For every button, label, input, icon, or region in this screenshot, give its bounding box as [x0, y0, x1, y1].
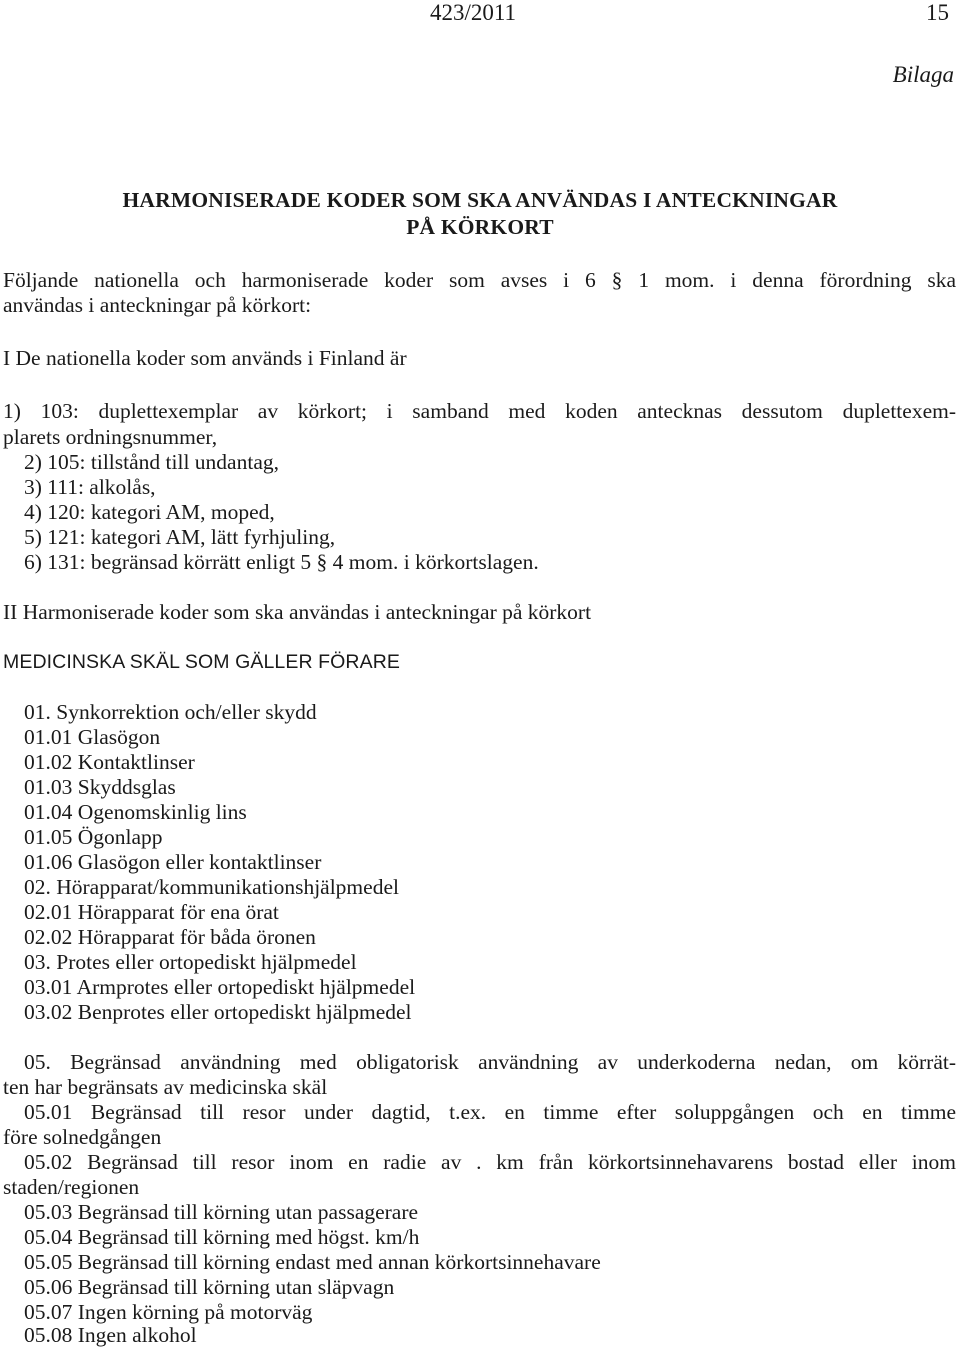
- code-list-item: 01.01 Glasögon: [24, 725, 161, 749]
- code-05-item: 05.06 Begränsad till körning utan släpvagn: [24, 1275, 395, 1299]
- code-05-item: 05.08 Ingen alkohol: [24, 1323, 197, 1347]
- code-list-item: 01.05 Ögonlapp: [24, 825, 163, 849]
- intro-line-2: användas i anteckningar på körkort:: [3, 293, 312, 317]
- code-list-item: 01.03 Skyddsglas: [24, 775, 176, 799]
- code-05-02-line-2: staden/regionen: [3, 1175, 140, 1199]
- national-code-item-1-line-2: plarets ordningsnummer,: [3, 425, 218, 449]
- code-list-item: 02. Hörapparat/kommunikationshjälpmedel: [24, 875, 399, 899]
- medical-reasons-heading: MEDICINSKA SKÄL SOM GÄLLER FÖRARE: [3, 651, 401, 673]
- code-list-item: 02.01 Hörapparat för ena örat: [24, 900, 279, 924]
- national-code-item-1-line-1: 1) 103: duplettexemplar av körkort; i samband med koden antecknas dessutom duplettexem-: [3, 399, 956, 423]
- intro-line-1: Följande nationella och harmoniserade koder som avses i 6 § 1 mom. i denna förordning ska: [3, 268, 956, 292]
- document-number: 423/2011: [430, 0, 517, 25]
- code-05-item: 05.05 Begränsad till körning endast med annan körkortsinnehavare: [24, 1250, 601, 1274]
- code-05-02-line-1: 05.02 Begränsad till resor inom en radie av . km från körkortsinnehavarens bostad eller inom: [24, 1150, 956, 1174]
- code-list-item: 01.06 Glasögon eller kontaktlinser: [24, 850, 322, 874]
- code-list-item: 01. Synkorrektion och/eller skydd: [24, 700, 317, 724]
- code-05-01-line-1: 05.01 Begränsad till resor under dagtid, t.ex. en timme efter soluppgången och en timme: [24, 1100, 956, 1124]
- section-1-heading: I De nationella koder som används i Finland är: [3, 346, 407, 370]
- code-list-item: 02.02 Hörapparat för båda öronen: [24, 925, 316, 949]
- code-list-item: 03.02 Benprotes eller ortopediskt hjälpmedel: [24, 1000, 412, 1024]
- title-line-2: PÅ KÖRKORT: [406, 215, 554, 239]
- code-05-line-1: 05. Begränsad användning med obligatorisk användning av underkoderna nedan, om körrät-: [24, 1050, 956, 1074]
- code-05-item: 05.03 Begränsad till körning utan passagerare: [24, 1200, 419, 1224]
- code-05-item: 05.07 Ingen körning på motorväg: [24, 1300, 313, 1324]
- appendix-label: Bilaga: [892, 62, 954, 87]
- code-list-item: 03.01 Armprotes eller ortopediskt hjälpmedel: [24, 975, 416, 999]
- title-line-1: HARMONISERADE KODER SOM SKA ANVÄNDAS I ANTECKNINGAR: [122, 188, 838, 212]
- national-code-item: 5) 121: kategori AM, lätt fyrhjuling,: [24, 525, 336, 549]
- code-list-item: 01.04 Ogenomskinlig lins: [24, 800, 247, 824]
- national-code-item: 6) 131: begränsad körrätt enligt 5 § 4 mom. i körkortslagen.: [24, 550, 539, 574]
- page-number: 15: [926, 0, 949, 25]
- code-list-item: 03. Protes eller ortopediskt hjälpmedel: [24, 950, 357, 974]
- code-list-item: 01.02 Kontaktlinser: [24, 750, 195, 774]
- national-code-item: 4) 120: kategori AM, moped,: [24, 500, 275, 524]
- code-05-01-line-2: före solnedgången: [3, 1125, 162, 1149]
- national-code-item: 3) 111: alkolås,: [24, 475, 156, 499]
- code-05-item: 05.04 Begränsad till körning med högst. km/h: [24, 1225, 420, 1249]
- code-05-line-2: ten har begränsats av medicinska skäl: [3, 1075, 328, 1099]
- section-2-heading: II Harmoniserade koder som ska användas i anteckningar på körkort: [3, 600, 592, 624]
- national-code-item: 2) 105: tillstånd till undantag,: [24, 450, 279, 474]
